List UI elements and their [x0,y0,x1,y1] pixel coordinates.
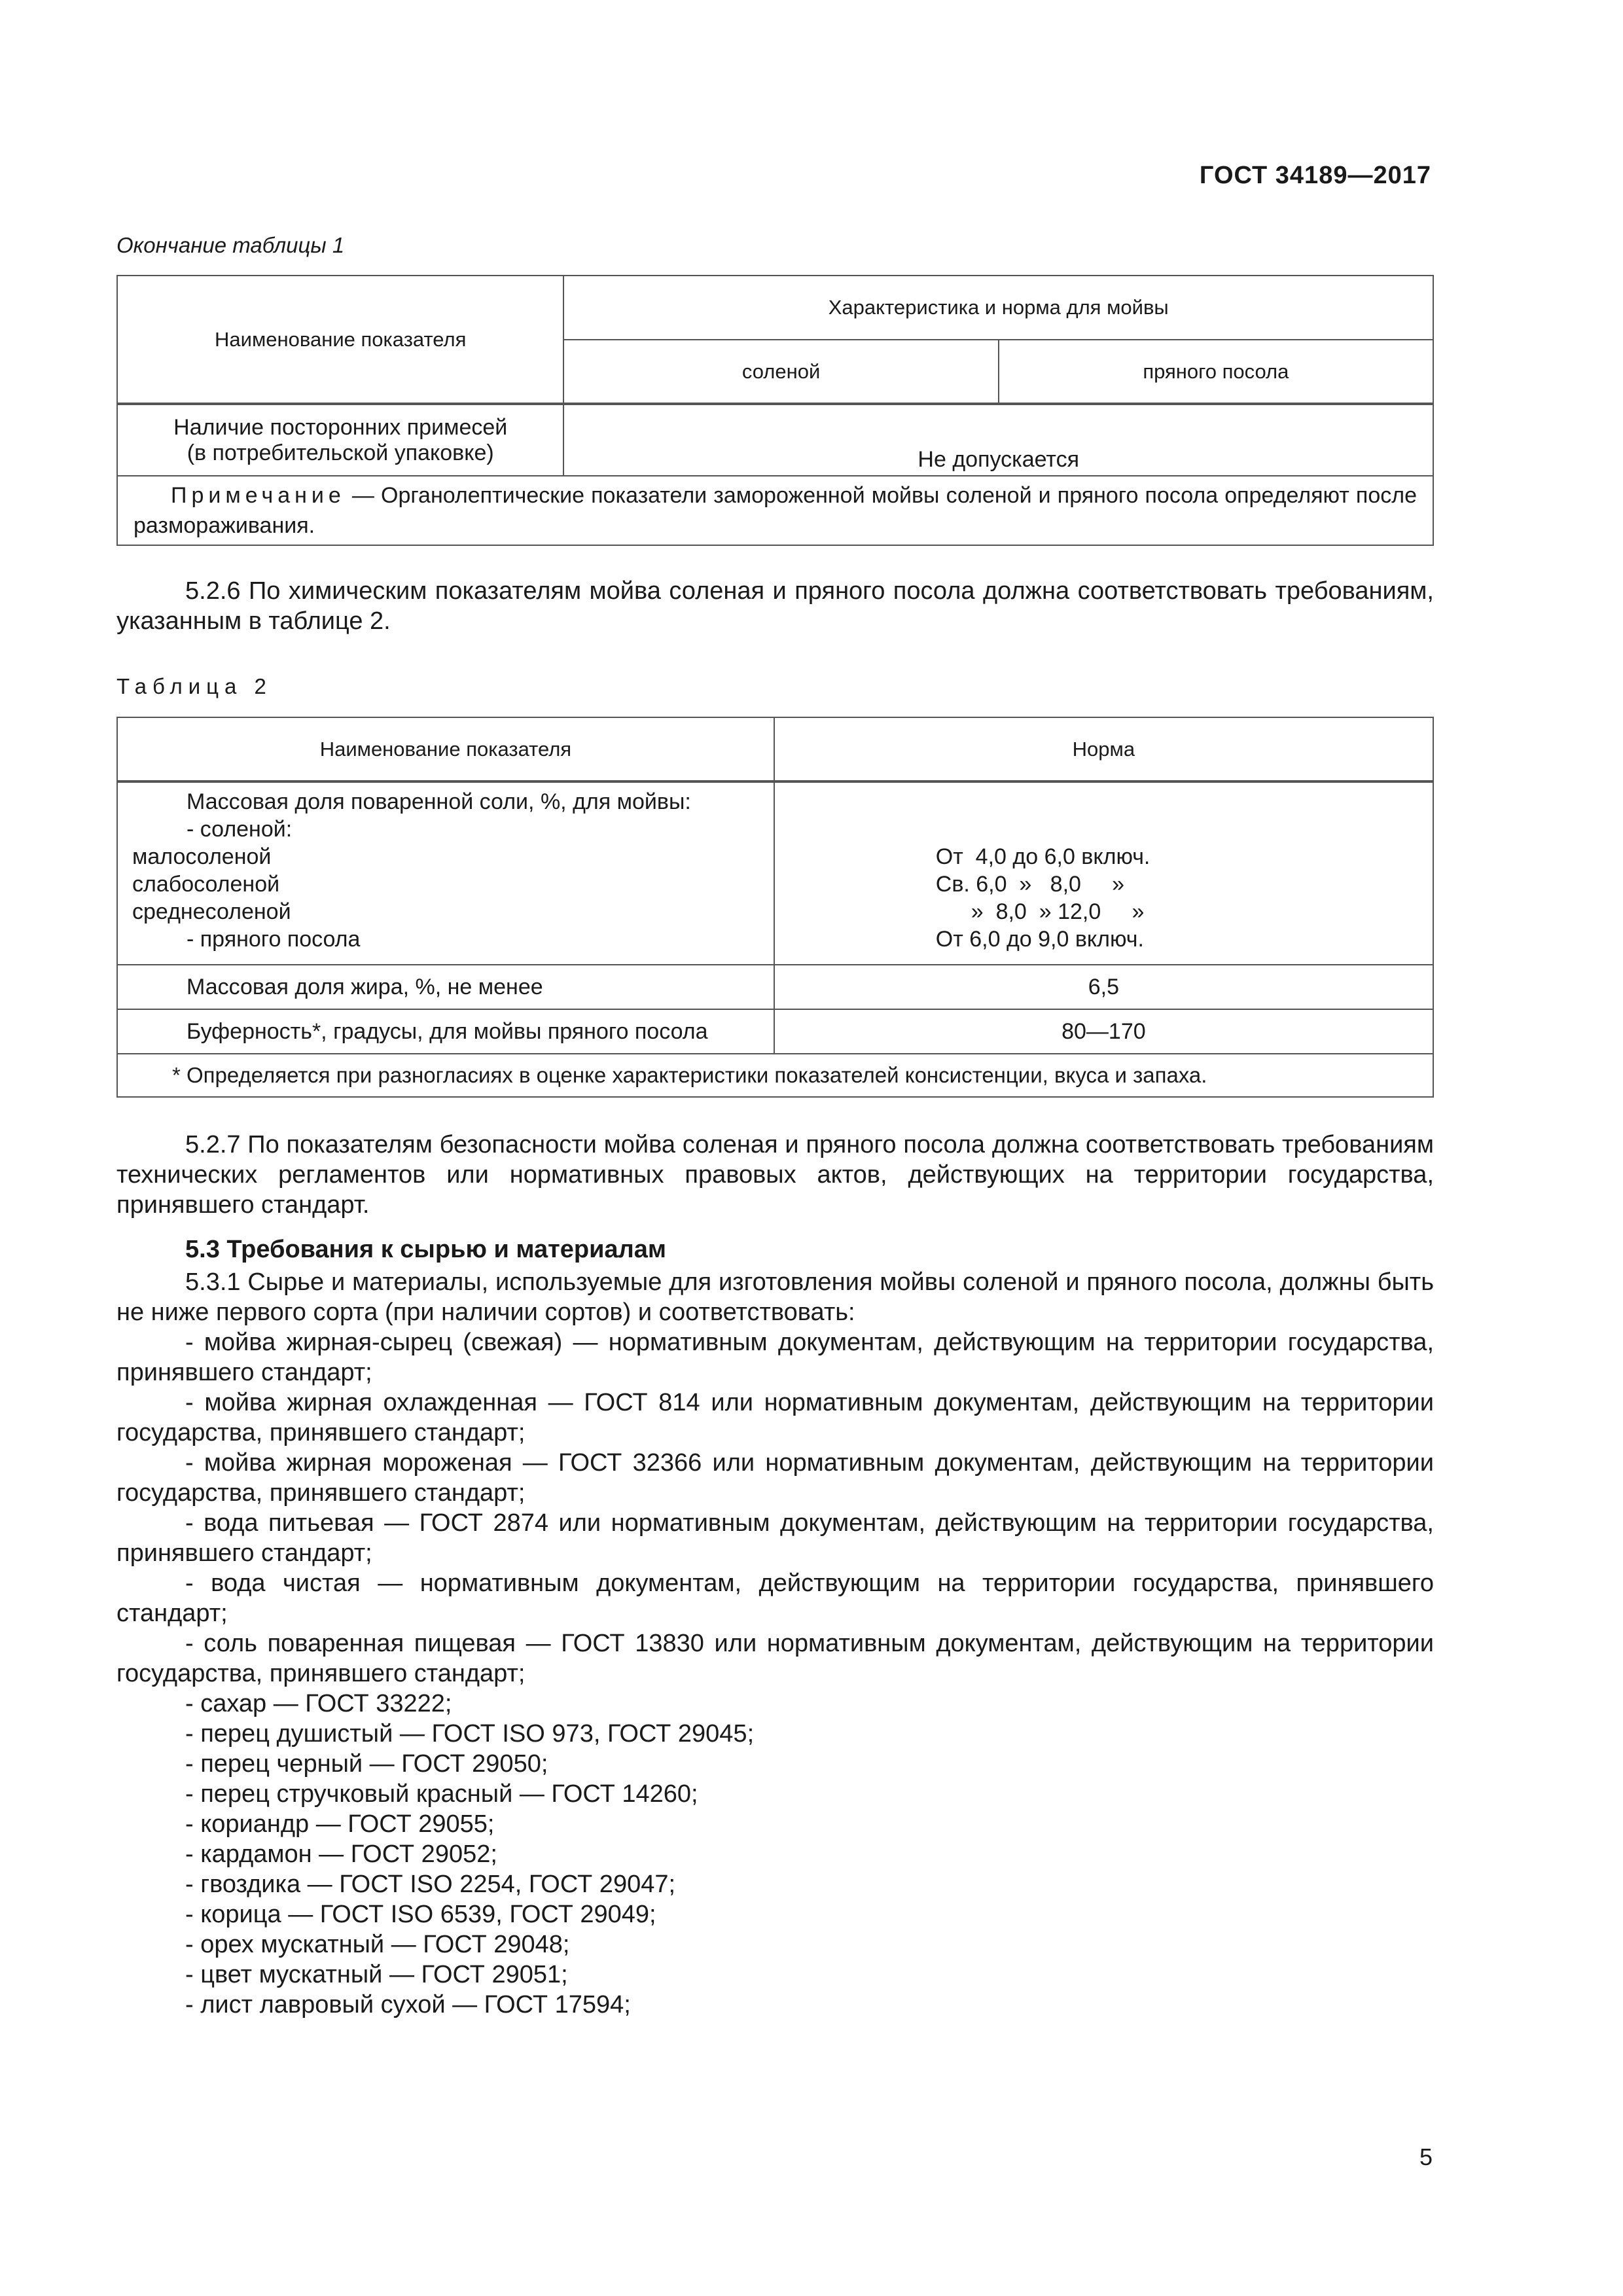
list-item: - лист лавровый сухой — ГОСТ 17594; [185,1991,631,2018]
list-item: - гвоздика — ГОСТ ISO 2254, ГОСТ 29047; [185,1871,676,1898]
table1-note [117,476,1433,545]
list-item: - перец душистый — ГОСТ ISO 973, ГОСТ 29045; [185,1720,755,1748]
table2-buf-name: Буферность*, градусы, для мойвы пряного посола [117,1009,774,1054]
table2-fat-name: Массовая доля жира, %, не менее [117,965,774,1009]
document-id: ГОСТ 34189—2017 [1199,162,1431,189]
list-item: - мойва жирная-сырец (свежая) — нормативным документам, действующим на территории государства, принявшего стандарт; [116,1329,1434,1386]
paragraph-5-2-7 [116,1130,1434,1220]
table1-note-text: — Органолептические показатели замороженной мойвы соленой и пряного посола определяют после размораживания. [134,483,1417,538]
list-item: - соль поваренная пищевая — ГОСТ 13830 или нормативным документам, действующим на территории государства, принявшего стандарт; [116,1630,1434,1687]
list-item: - орех мускатный — ГОСТ 29048; [185,1931,570,1958]
table2-salt-names [117,781,774,965]
table1-header-group: Характеристика и норма для мойвы [563,276,1433,340]
table1-row-name-line1: Наличие посторонних примесей [173,414,508,440]
table1-header-col-b: пряного посола [999,340,1433,404]
table2-salt-value3: От 4,0 до 6,0 включ. [935,844,1150,869]
paragraph-5-3-1-text: 5.3.1 Сырье и материалы, используемые для изготовления мойвы соленой и пряного посола, должны быть не ниже первого сорта (при наличии сортов) и соответствовать: [116,1268,1434,1326]
table2-salt-line5: среднесоленой [132,899,291,924]
list-item: - вода питьевая — ГОСТ 2874 или нормативным документам, действующим на территории государства, принявшего стандарт; [116,1509,1434,1567]
table2 [116,717,1434,1098]
table2-header-name: Наименование показателя [117,717,774,781]
table2-salt-values [774,781,1433,965]
list-item: - сахар — ГОСТ 33222; [185,1690,452,1717]
list-item: - мойва жирная мороженая — ГОСТ 32366 или нормативным документам, действующим на территории государства, принявшего стандарт; [116,1449,1434,1507]
list-item: - корица — ГОСТ ISO 6539, ГОСТ 29049; [185,1901,656,1928]
list-item: - вода чистая — нормативным документам, действующим на территории государства, принявшего стандарт; [116,1570,1434,1627]
table2-footnote: * Определяется при разногласиях в оценке характеристики показателей консистенции, вкуса и запаха. [117,1054,1433,1097]
table2-salt-value5: » 8,0 » 12,0 » [971,899,1145,924]
table1-header-name: Наименование показателя [117,276,563,404]
paragraph-5-2-7-text: 5.2.7 По показателям безопасности мойва соленая и пряного посола должна соответствовать требованиям технических регламентов или нормативных правовых актов, действующих на территории государства, принявшего стандарт. [116,1131,1434,1219]
paragraph-5-2-6-text: 5.2.6 По химическим показателям мойва соленая и пряного посола должна соответствовать требованиям, указанным в таблице 2. [116,577,1434,635]
table2-salt-line2: - соленой: [187,817,293,842]
table1-caption: Окончание таблицы 1 [116,233,345,257]
list-item: - цвет мускатный — ГОСТ 29051; [185,1961,568,1988]
table1 [116,275,1434,546]
materials-list [116,1327,1434,2020]
section-5-3 [116,1234,1434,2020]
table2-caption: Таблица 2 [116,674,272,698]
list-item: - перец стручковый красный — ГОСТ 14260; [185,1780,698,1808]
table2-fat-value: 6,5 [774,965,1433,1009]
table1-row-value [563,404,1433,476]
table2-salt-value6: От 6,0 до 9,0 включ. [935,927,1144,952]
table2-header-norm: Норма [774,717,1433,781]
table2-salt-line6: - пряного посола [187,927,361,952]
paragraph-5-2-6 [116,576,1434,636]
table1-row-value-text: Не допускается [918,447,1080,472]
list-item: - кориандр — ГОСТ 29055; [185,1810,495,1838]
table2-salt-line1: Массовая доля поваренной соли, %, для мойвы: [187,789,691,814]
table1-row-name [117,404,563,476]
section-5-3-title: 5.3 Требования к сырью и материалам [185,1236,666,1263]
page-number: 5 [1419,2144,1433,2170]
table2-salt-value4: Св. 6,0 » 8,0 » [935,872,1125,897]
list-item: - перец черный — ГОСТ 29050; [185,1750,548,1778]
list-item: - кардамон — ГОСТ 29052; [185,1840,497,1868]
table1-note-label: Примечание [171,483,346,508]
table2-salt-line3: малосоленой [132,844,272,869]
table1-row-name-line2: (в потребительской упаковке) [187,440,494,465]
list-item: - мойва жирная охлажденная — ГОСТ 814 или нормативным документам, действующим на территории государства, принявшего стандарт; [116,1389,1434,1446]
table1-header-col-a: соленой [563,340,998,404]
table2-buf-value: 80—170 [774,1009,1433,1054]
table2-salt-line4: слабосоленой [132,872,280,897]
